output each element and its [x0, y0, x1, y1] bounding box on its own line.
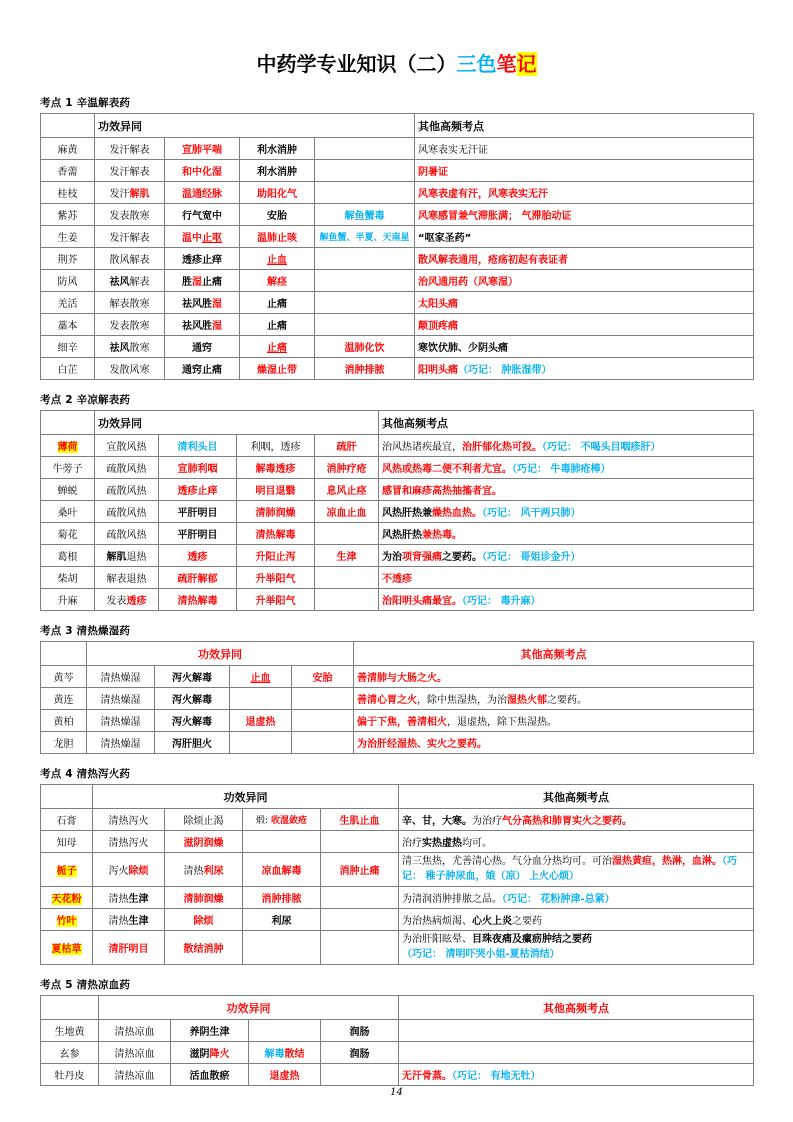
- other-points: 风寒表虚有汗，风寒表实无汗: [415, 182, 754, 204]
- drug-name: 羌活: [41, 292, 95, 314]
- efficacy-3: [230, 688, 292, 710]
- efficacy-4: 润肠: [321, 1042, 399, 1064]
- efficacy-3: 升举阳气: [237, 567, 315, 589]
- efficacy-4: 解鱼蟹毒: [315, 204, 415, 226]
- efficacy-4: 消肿止痛: [321, 853, 399, 887]
- table-row: [41, 138, 754, 160]
- header-other: 其他高频考点: [399, 785, 754, 809]
- section-heading-4: 考点 4 清热泻火药: [40, 768, 131, 780]
- other-points: 感冒和麻疹高热抽搐者宜。: [379, 479, 754, 501]
- efficacy-1: 散风解表: [95, 248, 165, 270]
- efficacy-3: 利水消肿: [240, 160, 315, 182]
- table-row: [41, 457, 754, 479]
- efficacy-2: 平肝明目: [159, 501, 237, 523]
- drug-name: 荆芥: [41, 248, 95, 270]
- drug-name: 细辛: [41, 336, 95, 358]
- efficacy-3: [249, 1020, 321, 1042]
- table-row: [41, 523, 754, 545]
- other-points: 寒饮伏肺、少阴头痛: [415, 336, 754, 358]
- efficacy-2: 透疹止痒: [159, 479, 237, 501]
- other-points: 偏于下焦，善清相火，退虚热，除下焦湿热。: [354, 710, 754, 732]
- drug-name: 竹叶: [41, 909, 93, 931]
- table-row: [41, 831, 754, 853]
- efficacy-3: 止血: [240, 248, 315, 270]
- title-main: 中药学专业知识（二）: [256, 52, 457, 76]
- drug-name: 生姜: [41, 226, 95, 248]
- table-row: [41, 479, 754, 501]
- efficacy-2: 祛风胜湿: [165, 292, 240, 314]
- other-points: 辛、甘，大寒。为治疗气分高热和肺胃实火之要药。: [399, 809, 754, 831]
- other-points: [399, 1042, 754, 1064]
- efficacy-2: 温中止呕: [165, 226, 240, 248]
- efficacy-2: 和中化湿: [165, 160, 240, 182]
- page-number: 14: [390, 1087, 403, 1098]
- efficacy-2: 通窍: [165, 336, 240, 358]
- efficacy-4: [292, 732, 354, 754]
- efficacy-1: 疏散风热: [95, 501, 159, 523]
- efficacy-2: 透疹: [159, 545, 237, 567]
- efficacy-1: 清热凉血: [99, 1064, 171, 1086]
- table-row: [41, 809, 754, 831]
- table-row: [41, 1020, 754, 1042]
- efficacy-4: 温肺化饮: [315, 336, 415, 358]
- table-row: [41, 204, 754, 226]
- efficacy-4: 息风止痉: [315, 479, 379, 501]
- efficacy-2: 行气宽中: [165, 204, 240, 226]
- table-row: [41, 226, 754, 248]
- efficacy-4: 凉血止血: [315, 501, 379, 523]
- title-accent-ji: 记: [516, 52, 537, 76]
- drug-name: 夏枯草: [41, 931, 93, 965]
- drug-name: 龙胆: [41, 732, 87, 754]
- title-accent-sanse: 三色: [456, 52, 497, 76]
- other-points: 为清润消肿排脓之品。（巧记： 花粉肿津-总紧）: [399, 887, 754, 909]
- table-row: [41, 710, 754, 732]
- drug-name: 黄芩: [41, 666, 87, 688]
- efficacy-1: 发表透疹: [95, 589, 159, 611]
- header-blank: [41, 411, 95, 435]
- drug-name: 柴胡: [41, 567, 95, 589]
- efficacy-1: 发汗解表: [95, 138, 165, 160]
- table-row: [41, 358, 754, 380]
- other-points: 为治肝阳眩晕、目珠夜痛及瘰疬肿结之要药 （巧记： 清明吓哭小姐-夏枯消结）: [399, 931, 754, 965]
- efficacy-1: 清热凉血: [99, 1020, 171, 1042]
- header-other: 其他高频考点: [379, 411, 754, 435]
- efficacy-2: 滋阴润燥: [165, 831, 243, 853]
- efficacy-4: 解鱼蟹、半夏、天南星: [315, 226, 415, 248]
- efficacy-2: 疏肝解郁: [159, 567, 237, 589]
- efficacy-4: 消肿排脓: [315, 358, 415, 380]
- efficacy-1: 清热燥湿: [87, 688, 155, 710]
- efficacy-3: 凉血解毒: [243, 853, 321, 887]
- table-header-row: [41, 411, 754, 435]
- table-row: [41, 589, 754, 611]
- drug-name: 天花粉: [41, 887, 93, 909]
- efficacy-1: 清热燥湿: [87, 732, 155, 754]
- efficacy-4: [315, 160, 415, 182]
- efficacy-2: 泻火解毒: [155, 710, 230, 732]
- header-other: 其他高频考点: [415, 114, 754, 138]
- table-section-4: [40, 784, 754, 965]
- table-row: [41, 545, 754, 567]
- other-points: 善清心胃之火，除中焦湿热，为治湿热火郁之要药。: [354, 688, 754, 710]
- efficacy-1: 祛风散寒: [95, 336, 165, 358]
- other-points: 为治热病烦渴、心火上炎之要药: [399, 909, 754, 931]
- efficacy-4: [315, 248, 415, 270]
- other-points: 太阳头痛: [415, 292, 754, 314]
- efficacy-3: 升阳止泻: [237, 545, 315, 567]
- drug-name: 桂枝: [41, 182, 95, 204]
- table-section-5: [40, 995, 754, 1086]
- efficacy-1: 清热生津: [93, 887, 165, 909]
- efficacy-3: 止痛: [240, 336, 315, 358]
- table-header-row: [41, 642, 754, 666]
- efficacy-3: 退虚热: [249, 1064, 321, 1086]
- drug-name: 藁本: [41, 314, 95, 336]
- efficacy-3: 明目退翳: [237, 479, 315, 501]
- efficacy-4: [321, 831, 399, 853]
- efficacy-2: 泻肝胆火: [155, 732, 230, 754]
- table-row: [41, 931, 754, 965]
- other-points: 阳明头痛（巧记： 肿胀湿带）: [415, 358, 754, 380]
- other-points: 风热或热毒二便不利者尤宜。（巧记： 牛毒肺疮棒）: [379, 457, 754, 479]
- efficacy-2: 清肺润燥: [165, 887, 243, 909]
- header-efficacy: 功效异同: [99, 996, 399, 1020]
- efficacy-2: 除烦: [165, 909, 243, 931]
- drug-name: 升麻: [41, 589, 95, 611]
- efficacy-1: 解表退热: [95, 567, 159, 589]
- other-points: 风寒感冒兼气滞胀满； 气滞胎动证: [415, 204, 754, 226]
- efficacy-1: 清热燥湿: [87, 710, 155, 732]
- table-row: [41, 909, 754, 931]
- header-efficacy: 功效异同: [95, 411, 379, 435]
- table-row: [41, 160, 754, 182]
- table-row: [41, 270, 754, 292]
- header-blank: [41, 642, 87, 666]
- other-points: 治阳明头痛最宜。（巧记： 毒升麻）: [379, 589, 754, 611]
- other-points: 治风通用药（风寒湿）: [415, 270, 754, 292]
- efficacy-1: 祛风解表: [95, 270, 165, 292]
- efficacy-1: 解肌退热: [95, 545, 159, 567]
- table-row: [41, 688, 754, 710]
- efficacy-4: 疏肝: [315, 435, 379, 457]
- other-points: “呕家圣药”: [415, 226, 754, 248]
- efficacy-1: 发表散寒: [95, 204, 165, 226]
- efficacy-2: 清热利尿: [165, 853, 243, 887]
- efficacy-3: 解毒散结: [249, 1042, 321, 1064]
- table-row: [41, 567, 754, 589]
- other-points: 治疗实热虚热均可。: [399, 831, 754, 853]
- drug-name: 葛根: [41, 545, 95, 567]
- efficacy-1: 发表散寒: [95, 314, 165, 336]
- efficacy-3: 清肺润燥: [237, 501, 315, 523]
- drug-name: 薄荷: [41, 435, 95, 457]
- section-heading-5: 考点 5 清热凉血药: [40, 979, 131, 991]
- efficacy-2: 宣肺利咽: [159, 457, 237, 479]
- table-row: [41, 292, 754, 314]
- table-header-row: [41, 114, 754, 138]
- other-points: 清三焦热，尤善清心热。气分血分热均可。可治湿热黄疸，热淋，血淋。（巧记： 稚子肿尿血，娘（凉） 上火心烦）: [399, 853, 754, 887]
- header-efficacy: 功效异同: [87, 642, 354, 666]
- efficacy-3: [243, 831, 321, 853]
- efficacy-4: [315, 182, 415, 204]
- efficacy-3: 燥湿止带: [240, 358, 315, 380]
- efficacy-4: [321, 1064, 399, 1086]
- efficacy-2: 透疹止痒: [165, 248, 240, 270]
- other-points: 善清肺与大肠之火。: [354, 666, 754, 688]
- table-section-3: [40, 641, 754, 754]
- other-points: 不透疹: [379, 567, 754, 589]
- efficacy-3: 清热解毒: [237, 523, 315, 545]
- efficacy-1: 解表散寒: [95, 292, 165, 314]
- section-heading-2: 考点 2 辛凉解表药: [40, 394, 131, 406]
- section-heading-1: 考点 1 辛温解表药: [40, 97, 131, 109]
- efficacy-1: 疏散风热: [95, 523, 159, 545]
- table-row: [41, 182, 754, 204]
- efficacy-4: 润肠: [321, 1020, 399, 1042]
- table-row: [41, 314, 754, 336]
- drug-name: 蝉蜕: [41, 479, 95, 501]
- efficacy-3: [230, 732, 292, 754]
- efficacy-1: 清热泻火: [93, 809, 165, 831]
- efficacy-4: [315, 523, 379, 545]
- efficacy-3: 温肺止咳: [240, 226, 315, 248]
- drug-name: 菊花: [41, 523, 95, 545]
- header-efficacy: 功效异同: [93, 785, 399, 809]
- header-other: 其他高频考点: [354, 642, 754, 666]
- efficacy-4: [321, 909, 399, 931]
- drug-name: 麻黄: [41, 138, 95, 160]
- efficacy-4: [292, 688, 354, 710]
- efficacy-3: [243, 931, 321, 965]
- efficacy-4: [321, 887, 399, 909]
- efficacy-2: 滋阴降火: [171, 1042, 249, 1064]
- efficacy-2: 宣肺平喘: [165, 138, 240, 160]
- efficacy-2: 平肝明目: [159, 523, 237, 545]
- efficacy-4: [315, 314, 415, 336]
- table-section-1: [40, 113, 754, 380]
- efficacy-3: 止痛: [240, 292, 315, 314]
- efficacy-4: [315, 270, 415, 292]
- table-row: [41, 853, 754, 887]
- table-header-row: [41, 785, 754, 809]
- title-accent-bi: 笔: [496, 52, 517, 76]
- efficacy-4: [315, 292, 415, 314]
- header-blank: [41, 114, 95, 138]
- efficacy-3: 消肿排脓: [243, 887, 321, 909]
- drug-name: 桑叶: [41, 501, 95, 523]
- table-row: [41, 732, 754, 754]
- efficacy-1: 发汗解表: [95, 226, 165, 248]
- efficacy-4: [321, 931, 399, 965]
- efficacy-3: 解痉: [240, 270, 315, 292]
- other-points: 颠顶疼痛: [415, 314, 754, 336]
- efficacy-1: 清热凉血: [99, 1042, 171, 1064]
- efficacy-4: 生津: [315, 545, 379, 567]
- table-header-row: [41, 996, 754, 1020]
- efficacy-2: 散结消肿: [165, 931, 243, 965]
- page-title: [40, 0, 753, 83]
- other-points: 散风解表通用，疮疡初起有表证者: [415, 248, 754, 270]
- efficacy-2: 清热解毒: [159, 589, 237, 611]
- efficacy-2: 温通经脉: [165, 182, 240, 204]
- table-row: [41, 248, 754, 270]
- efficacy-2: 活血散瘀: [171, 1064, 249, 1086]
- other-points: 风热肝热兼热毒。: [379, 523, 754, 545]
- efficacy-2: 祛风胜湿: [165, 314, 240, 336]
- drug-name: 紫苏: [41, 204, 95, 226]
- efficacy-3: 利尿: [243, 909, 321, 931]
- table-section-2: [40, 410, 754, 611]
- drug-name: 知母: [41, 831, 93, 853]
- efficacy-3: 煅: 收湿敛疮: [243, 809, 321, 831]
- efficacy-1: 疏散风热: [95, 479, 159, 501]
- efficacy-4: [315, 567, 379, 589]
- drug-name: 石膏: [41, 809, 93, 831]
- efficacy-4: 消肿疗疮: [315, 457, 379, 479]
- efficacy-1: 疏散风热: [95, 457, 159, 479]
- efficacy-1: 发汗解表: [95, 160, 165, 182]
- drug-name: 防风: [41, 270, 95, 292]
- section-heading-3: 考点 3 清热燥湿药: [40, 625, 131, 637]
- header-efficacy: 功效异同: [95, 114, 415, 138]
- other-points: 为治肝经湿热、实火之要药。: [354, 732, 754, 754]
- drug-name: 牡丹皮: [41, 1064, 99, 1086]
- efficacy-2: 泻火解毒: [155, 666, 230, 688]
- efficacy-3: 止血: [230, 666, 292, 688]
- other-points: 风寒表实无汗证: [415, 138, 754, 160]
- other-points: [399, 1020, 754, 1042]
- efficacy-3: 升举阳气: [237, 589, 315, 611]
- table-row: [41, 666, 754, 688]
- efficacy-2: 泻火解毒: [155, 688, 230, 710]
- efficacy-3: 退虚热: [230, 710, 292, 732]
- efficacy-1: 泻火除烦: [93, 853, 165, 887]
- efficacy-1: 清热燥湿: [87, 666, 155, 688]
- efficacy-3: 安胎: [240, 204, 315, 226]
- efficacy-3: 助阳化气: [240, 182, 315, 204]
- efficacy-1: 宣散风热: [95, 435, 159, 457]
- efficacy-1: 发汗解肌: [95, 182, 165, 204]
- header-blank: [41, 996, 99, 1020]
- drug-name: 黄柏: [41, 710, 87, 732]
- table-row: [41, 435, 754, 457]
- other-points: 为治项背强痛之要药。（巧记： 哥姐诊金升）: [379, 545, 754, 567]
- efficacy-4: 安胎: [292, 666, 354, 688]
- other-points: 风热肝热兼燥热血热。（巧记： 风干两只肺）: [379, 501, 754, 523]
- other-points: 无汗骨蒸。（巧记： 有地无牡）: [399, 1064, 754, 1086]
- efficacy-1: 清热泻火: [93, 831, 165, 853]
- header-blank: [41, 785, 93, 809]
- efficacy-2: 除烦止渴: [165, 809, 243, 831]
- drug-name: 白芷: [41, 358, 95, 380]
- efficacy-2: 养阴生津: [171, 1020, 249, 1042]
- efficacy-4: 生肌止血: [321, 809, 399, 831]
- efficacy-4: [315, 138, 415, 160]
- efficacy-3: 利咽，透疹: [237, 435, 315, 457]
- table-row: [41, 887, 754, 909]
- drug-name: 栀子: [41, 853, 93, 887]
- drug-name: 玄参: [41, 1042, 99, 1064]
- drug-name: 牛蒡子: [41, 457, 95, 479]
- efficacy-1: 清热生津: [93, 909, 165, 931]
- drug-name: 生地黄: [41, 1020, 99, 1042]
- efficacy-2: 通窍止痛: [165, 358, 240, 380]
- efficacy-2: 清利头目: [159, 435, 237, 457]
- efficacy-4: [315, 589, 379, 611]
- efficacy-3: 解毒透疹: [237, 457, 315, 479]
- header-other: 其他高频考点: [399, 996, 754, 1020]
- efficacy-3: 止痛: [240, 314, 315, 336]
- table-row: [41, 501, 754, 523]
- efficacy-1: 发散风寒: [95, 358, 165, 380]
- drug-name: 香薷: [41, 160, 95, 182]
- efficacy-1: 清肝明目: [93, 931, 165, 965]
- drug-name: 黄连: [41, 688, 87, 710]
- other-points: 治风热诸疾最宜，治肝郁化热可投。（巧记： 不喝头目咽疹肝）: [379, 435, 754, 457]
- efficacy-4: [292, 710, 354, 732]
- efficacy-2: 胜湿止痛: [165, 270, 240, 292]
- efficacy-3: 利水消肿: [240, 138, 315, 160]
- table-row: [41, 336, 754, 358]
- table-row: [41, 1042, 754, 1064]
- table-row: [41, 1064, 754, 1086]
- other-points: 阴暑证: [415, 160, 754, 182]
